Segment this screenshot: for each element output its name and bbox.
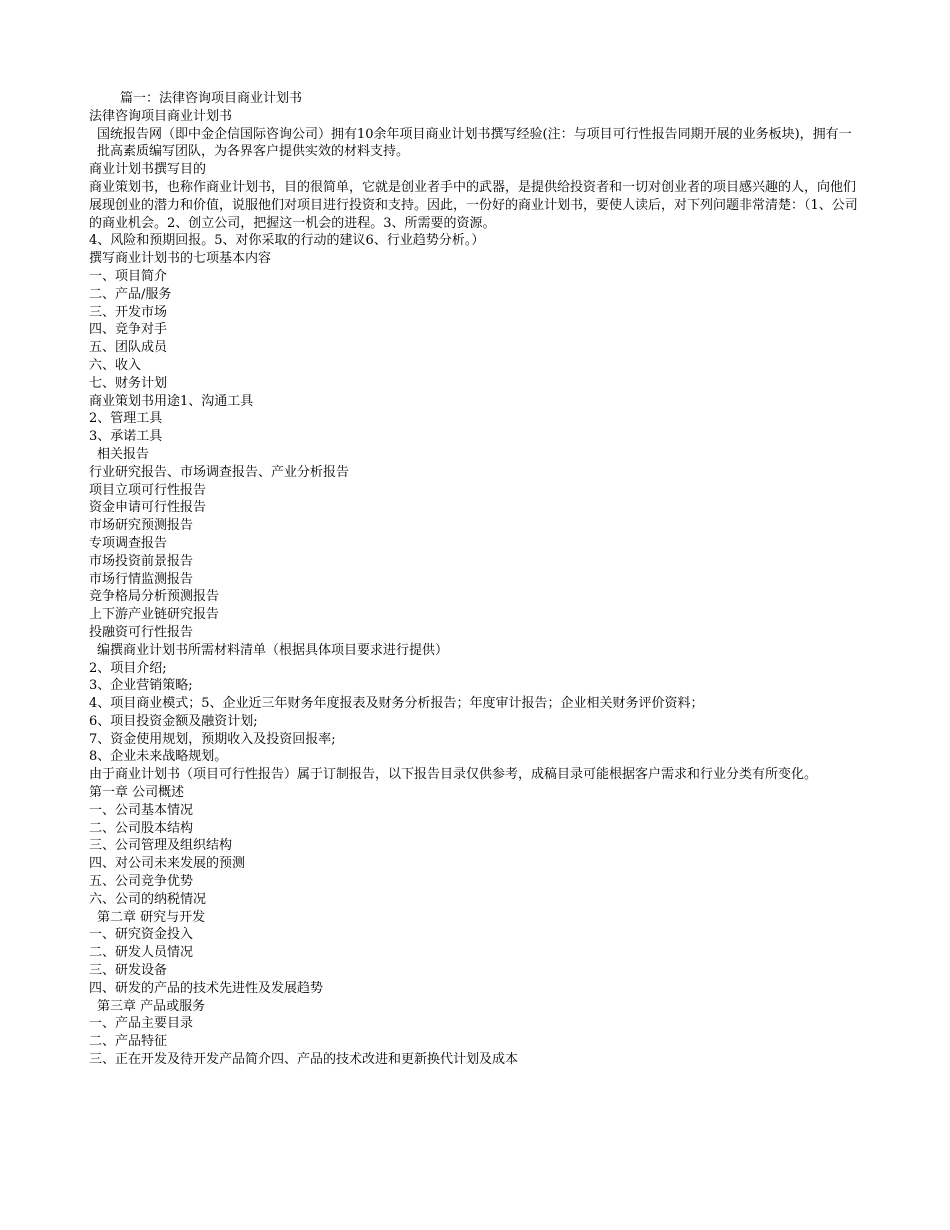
report-item: 竞争格局分析预测报告 — [89, 589, 220, 605]
list-item: 一、项目简介 — [89, 268, 168, 284]
list-item: 二、产品/服务 — [89, 286, 172, 302]
report-item: 上下游产业链研究报告 — [89, 607, 220, 623]
report-item: 投融资可行性报告 — [89, 624, 194, 640]
list-item: 六、收入 — [89, 357, 142, 373]
purpose-paragraph: 商业策划书，也称作商业计划书，目的很简单，它就是创业者手中的武器，是提供给投资者和一切对创业者的项目感兴趣的人，向他们展现创业的潜力和价值，说服他们对项目进行投资和支持。因此，一份好的商业计划书，要使人读后，对下列问题非常清楚：（1、公司的商业机会。2、创立公司，把握这一机会的进程。3、所需要的资源。 — [89, 179, 858, 231]
material-item: 8、企业未来战略规划。 — [89, 749, 228, 765]
report-item: 行业研究报告、市场调查报告、产业分析报告 — [89, 464, 350, 480]
document-heading: 篇一：法律咨询项目商业计划书 — [120, 91, 303, 106]
list-item: 七、财务计划 — [89, 375, 168, 391]
chapter-heading: 第二章 研究与开发 — [97, 909, 206, 925]
chapter-heading: 第三章 产品或服务 — [97, 998, 206, 1014]
toc-item: 六、公司的纳税情况 — [89, 891, 207, 907]
material-item: 2、项目介绍; — [89, 660, 167, 676]
toc-item: 一、研究资金投入 — [89, 927, 194, 943]
document-body — [89, 90, 864, 1069]
material-item: 7、资金使用规划，预期收入及投资回报率; — [89, 731, 336, 747]
section-heading: 编撰商业计划书所需材料清单（根据具体项目要求进行提供） — [97, 642, 449, 658]
intro-paragraph: 国统报告网（即中金企信国际咨询公司）拥有10余年项目商业计划书撰写经验(注：与项目可行性报告同期开展的业务板块)，拥有一批高素质编写团队，为各界客户提供实效的材料支持。 — [97, 126, 852, 160]
toc-item: 四、研发的产品的技术先进性及发展趋势 — [89, 980, 324, 996]
toc-item: 二、产品特征 — [89, 1034, 168, 1050]
report-item: 市场行情监测报告 — [89, 571, 194, 587]
report-item: 市场投资前景报告 — [89, 553, 194, 569]
document-title: 法律咨询项目商业计划书 — [89, 108, 233, 124]
report-item: 专项调查报告 — [89, 535, 168, 551]
toc-item: 三、研发设备 — [89, 963, 168, 979]
section-heading: 撰写商业计划书的七项基本内容 — [89, 251, 272, 267]
toc-item: 五、公司竞争优势 — [89, 874, 194, 890]
chapter-heading: 第一章 公司概述 — [89, 785, 185, 801]
toc-item: 二、公司股本结构 — [89, 820, 194, 836]
material-item: 4、项目商业模式；5、企业近三年财务年度报表及财务分析报告；年度审计报告；企业相关财务评价资料； — [89, 696, 704, 712]
note-paragraph: 由于商业计划书（项目可行性报告）属于订制报告，以下报告目录仅供参考，成稿目录可能根据客户需求和行业分类有所变化。 — [89, 767, 818, 783]
toc-item: 三、正在开发及待开发产品简介四、产品的技术改进和更新换代计划及成本 — [89, 1052, 519, 1068]
toc-item: 四、对公司未来发展的预测 — [89, 856, 246, 872]
list-item: 商业策划书用途1、沟通工具 — [89, 393, 254, 409]
toc-item: 三、公司管理及组织结构 — [89, 838, 233, 854]
toc-item: 二、研发人员情况 — [89, 945, 194, 961]
list-item: 四、竞争对手 — [89, 322, 168, 338]
toc-item: 一、公司基本情况 — [89, 802, 194, 818]
report-item: 项目立项可行性报告 — [89, 482, 207, 498]
report-item: 市场研究预测报告 — [89, 518, 194, 534]
list-item: 三、开发市场 — [89, 304, 168, 320]
list-item: 3、承诺工具 — [89, 429, 163, 445]
list-item: 五、团队成员 — [89, 340, 168, 356]
toc-item: 一、产品主要目录 — [89, 1016, 194, 1032]
report-item: 资金申请可行性报告 — [89, 500, 207, 516]
list-item: 2、管理工具 — [89, 411, 163, 427]
section-heading: 相关报告 — [97, 446, 150, 462]
material-item: 3、企业营销策略; — [89, 678, 193, 694]
material-item: 6、项目投资金额及融资计划; — [89, 713, 258, 729]
section-heading: 商业计划书撰写目的 — [89, 162, 207, 178]
purpose-paragraph-continued: 4、风险和预期回报。5、对你采取的行动的建议6、行业趋势分析。） — [89, 233, 485, 249]
